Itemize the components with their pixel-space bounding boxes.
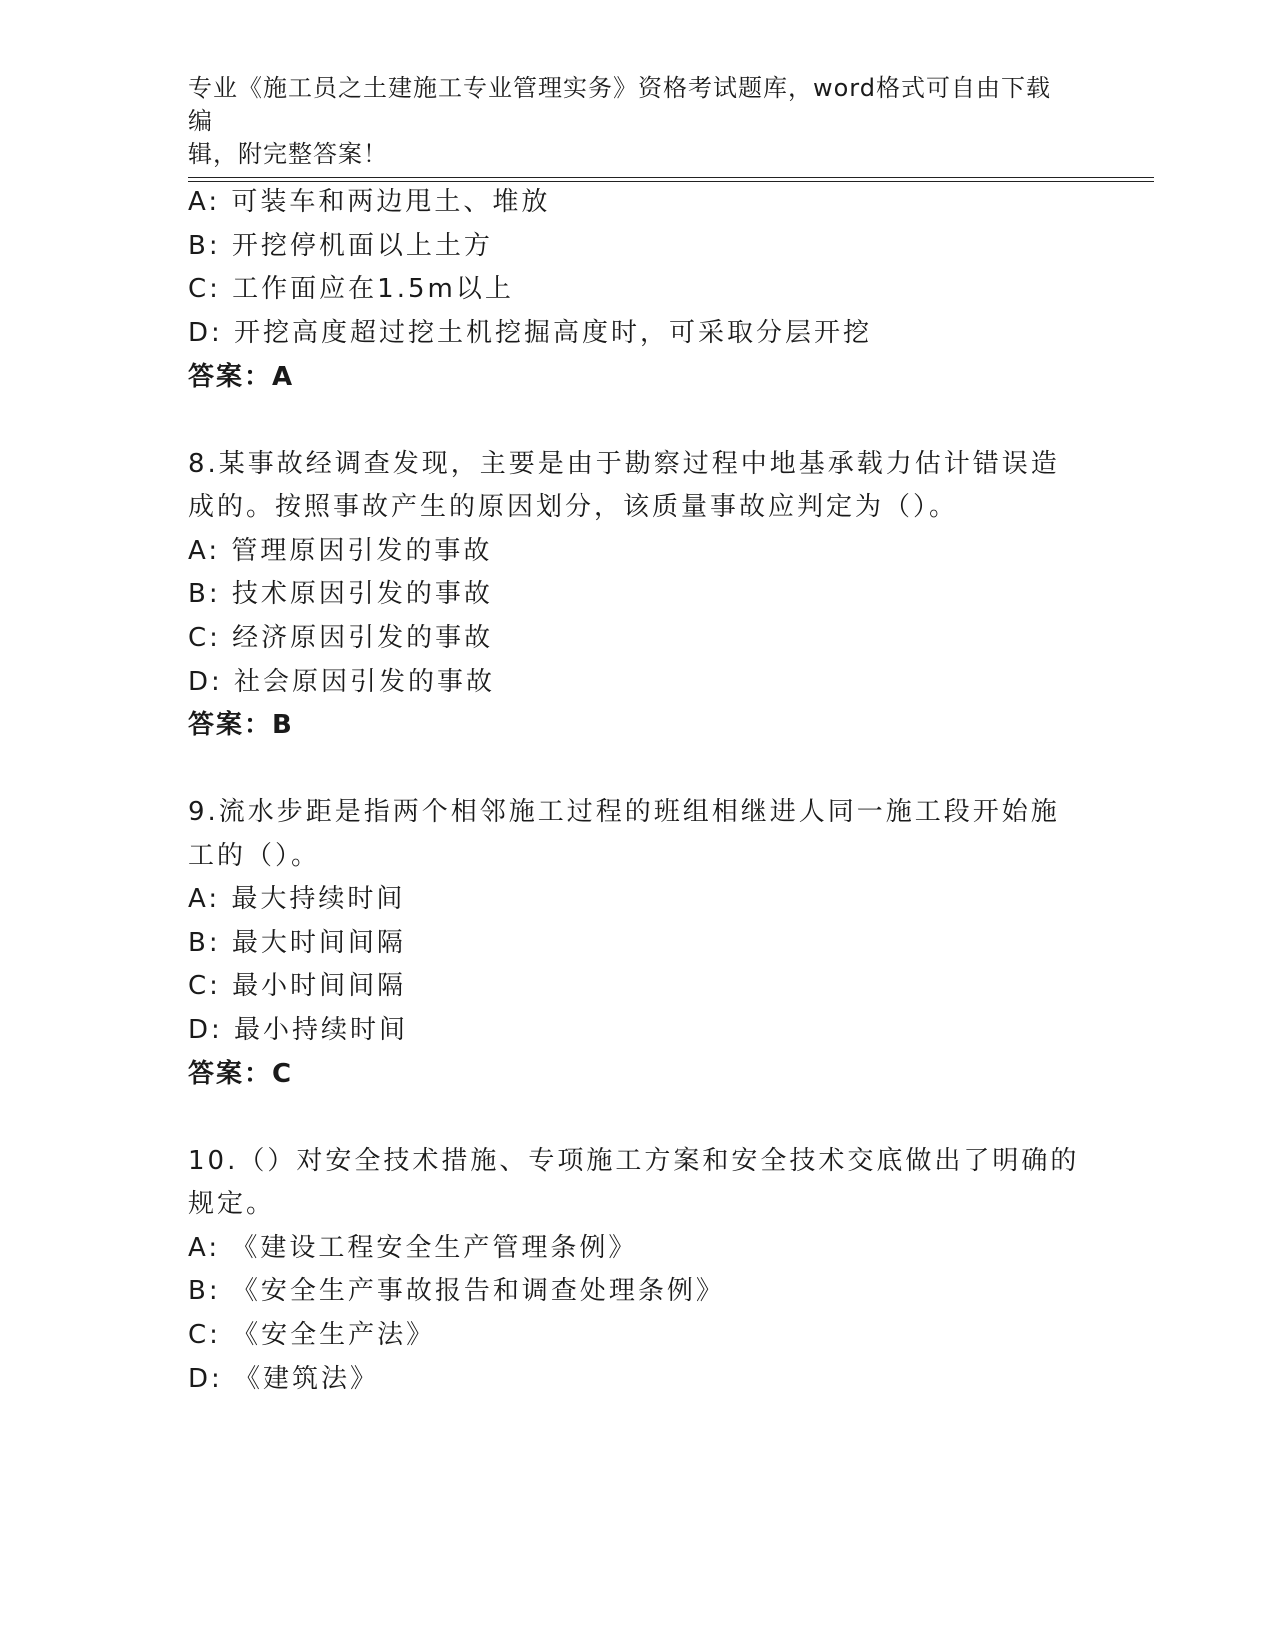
q10-option-a: A: 《建设工程安全生产管理条例》	[188, 1233, 638, 1263]
q10-stem-line-2: 规定。	[188, 1189, 276, 1219]
q7-option-c: C: 工作面应在1.5m以上	[188, 274, 514, 304]
q9-option-c: C: 最小时间间隔	[188, 971, 407, 1001]
q8-stem-line-2: 成的。按照事故产生的原因划分，该质量事故应判定为（）。	[188, 492, 959, 522]
header-line-1: 专业《施工员之土建施工专业管理实务》资格考试题库，word格式可自由下载编	[188, 74, 1051, 135]
q9-option-a: A: 最大持续时间	[188, 884, 406, 914]
q10-option-c: C: 《安全生产法》	[188, 1320, 436, 1350]
q8-answer: 答案：B	[188, 710, 294, 740]
q9-stem-line-2: 工的（）。	[188, 841, 321, 871]
document-header	[188, 72, 1068, 171]
q10-option-d: D: 《建筑法》	[188, 1364, 380, 1394]
q7-option-b: B: 开挖停机面以上土方	[188, 231, 493, 261]
q9-answer: 答案：C	[188, 1059, 294, 1089]
q7-answer: 答案：A	[188, 362, 295, 392]
q8-option-d: D: 社会原因引发的事故	[188, 667, 496, 697]
q7-option-a: A: 可装车和两边甩土、堆放	[188, 187, 551, 217]
header-line-2: 辑，附完整答案！	[188, 140, 388, 168]
q9-option-b: B: 最大时间间隔	[188, 928, 406, 958]
q9-stem-line-1: 9.流水步距是指两个相邻施工过程的班组相继进人同一施工段开始施	[188, 797, 1060, 827]
q10-stem-line-1: 10.（）对安全技术措施、专项施工方案和安全技术交底做出了明确的	[188, 1146, 1080, 1176]
q7-option-d: D: 开挖高度超过挖土机挖掘高度时，可采取分层开挖	[188, 318, 873, 348]
q8-stem-line-1: 8.某事故经调查发现，主要是由于勘察过程中地基承载力估计错误造	[188, 449, 1060, 479]
q8-option-c: C: 经济原因引发的事故	[188, 623, 494, 653]
q8-option-a: A: 管理原因引发的事故	[188, 536, 493, 566]
header-divider-top	[188, 177, 1154, 178]
q10-option-b: B: 《安全生产事故报告和调查处理条例》	[188, 1276, 725, 1306]
q8-option-b: B: 技术原因引发的事故	[188, 579, 493, 609]
q9-option-d: D: 最小持续时间	[188, 1015, 409, 1045]
header-divider-bottom	[188, 181, 1154, 182]
